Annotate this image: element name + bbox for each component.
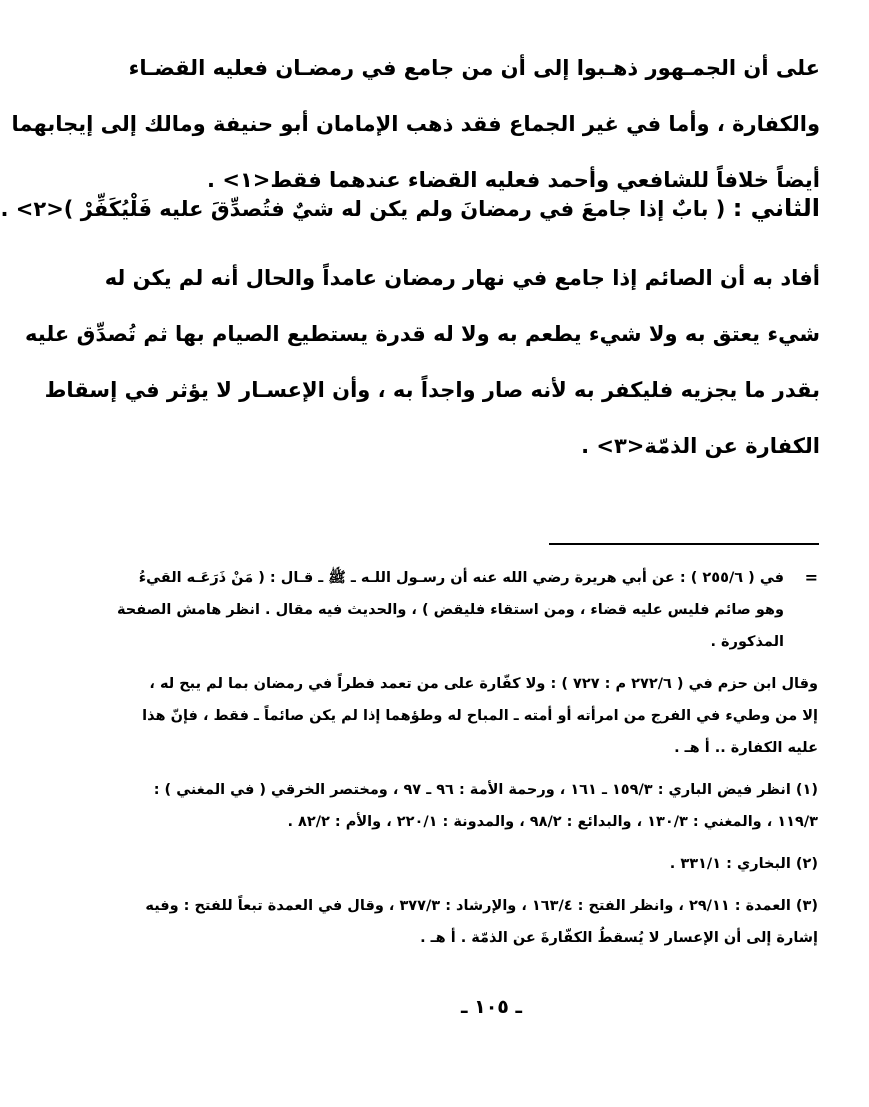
footnote-separator	[549, 543, 819, 545]
footnote-line: عليه الكفارة .. أ هـ .	[674, 740, 818, 756]
second-item-label: الثاني :	[732, 194, 820, 222]
footnote-line: (١) انظر فيض الباري : ١٥٩/٣ ـ ١٦١ ، ورحمة الأمة : ٩٦ ـ ٩٧ ، ومختصر الخرقي ( في المغني ) :	[153, 782, 818, 798]
spacer	[170, 764, 818, 774]
footnote-line: إلا من وطيء في الفرج من امرأته أو أمته ـ المباح له وطؤهما إذا لم يكن صائماً ـ فقط ، فإنّ هذا	[142, 708, 818, 724]
footnote-2	[170, 848, 818, 880]
main-paragraph-2	[25, 250, 820, 474]
footnote-line: وهو صائم فليس عليه قضاء ، ومن استقاء فليقض ) ، والحديث فيه مقال . انظر هامش الصفحة	[116, 602, 784, 618]
footnote-continuation-2	[142, 668, 818, 764]
footnote-continuation	[116, 562, 818, 658]
paragraph-line: والكفارة ، وأما في غير الجماع فقد ذهب الإمامان أبو حنيفة ومالك إلى إيجابهما	[11, 112, 820, 136]
paragraph-line: أيضاً خلافاً للشافعي وأحمد فعليه القضاء عندهما فقط<١> .	[207, 168, 820, 192]
spacer	[170, 838, 818, 848]
second-item-text: ( بابٌ إذا جامعَ في رمضانَ ولم يكن له شيٌ فتُصدِّقَ عليه فَلْيُكَفِّرْ )<٢> .	[0, 197, 726, 221]
second-item-line	[0, 180, 820, 237]
footnote-line: في ( ٢٥٥/٦ ) : عن أبي هريرة رضي الله عنه أن رسـول اللـه ـ ﷺ ـ قـال : ( مَنْ ذَرَعَـه القيءُ	[138, 570, 784, 586]
footnotes	[116, 562, 818, 954]
footnote-line: المذكورة .	[710, 634, 784, 650]
spacer	[170, 880, 818, 890]
spacer	[170, 658, 818, 668]
paragraph-line: على أن الجمـهور ذهـبوا إلى أن من جامع في رمضـان فعليه القضـاء	[128, 56, 820, 80]
paragraph-line: شيء يعتق به ولا شيء يطعم به ولا له قدرة يستطيع الصيام بها ثم تُصدِّق عليه	[25, 322, 820, 346]
footnote-line: إشارة إلى أن الإعسار لا يُسقطُ الكفّارةَ عن الذمّة . أ هـ .	[420, 930, 818, 946]
footnote-line: وقال ابن حزم في ( ٢٧٢/٦ م : ٧٢٧ ) : ولا كفّارة على من تعمد فطراً في رمضان بما لم يبح له ،	[149, 676, 818, 692]
continuation-marker: =	[804, 568, 818, 587]
paragraph-line: أفاد به أن الصائم إذا جامع في نهار رمضان عامداً والحال أنه لم يكن له	[104, 266, 820, 290]
second-item	[0, 180, 820, 237]
footnote-line: ١١٩/٣ ، والمغني : ١٣٠/٣ ، والبدائع : ٩٨/٢ ، والمدونة : ٢٢٠/١ ، والأم : ٨٢/٢ .	[287, 814, 818, 830]
footnote-3	[145, 890, 818, 954]
footnote-1	[153, 774, 818, 838]
paragraph-line: بقدر ما يجزيه فليكفر به لأنه صار واجداً به ، وأن الإعسـار لا يؤثر في إسقاط	[44, 378, 820, 402]
page-number: ـ ١٠٥ ـ	[460, 996, 522, 1018]
footnote-line: (٢) البخاري : ٣٣١/١ .	[669, 856, 818, 872]
paragraph-line: الكفارة عن الذمّة<٣> .	[581, 434, 820, 458]
footnote-line: (٣) العمدة : ٢٩/١١ ، وانظر الفتح : ١٦٣/٤ ، والإرشاد : ٣٧٧/٣ ، وقال في العمدة تبعاً للفتح : وفيه	[145, 898, 818, 914]
